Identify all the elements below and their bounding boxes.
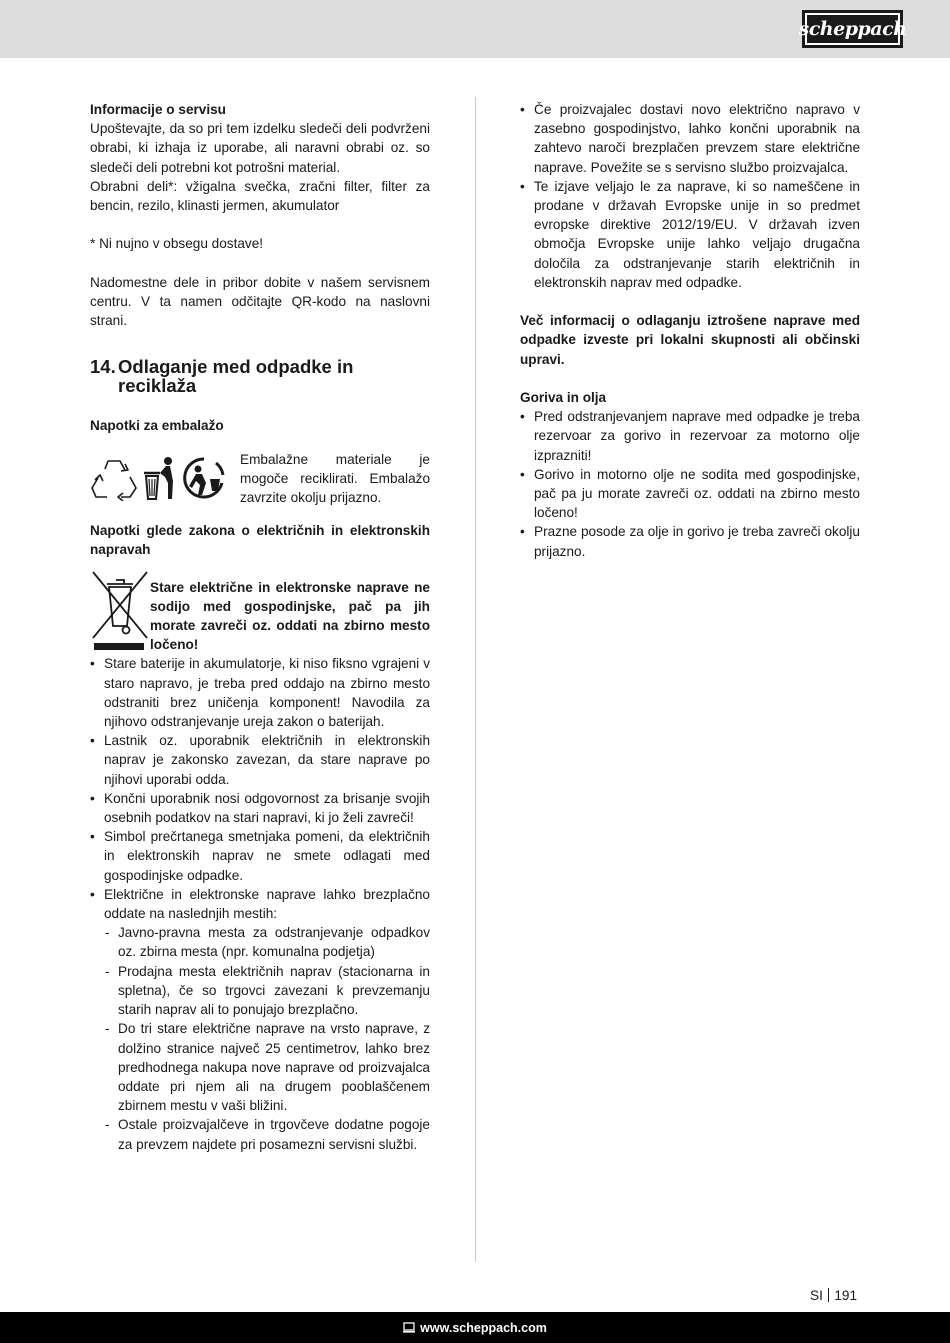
section-title: Odlaganje med odpadke in reciklaža: [118, 356, 354, 397]
list-item: • Simbol prečrtanega smetnjaka pomeni, da električnih in elektronskih naprav ne smete odlagati med gospodinjske odpadke.: [90, 827, 430, 885]
website-link[interactable]: www.scheppach.com: [420, 1320, 547, 1335]
page-number: [810, 1287, 857, 1305]
packaging-icons: [90, 450, 240, 507]
weee-bullet-list: [90, 654, 430, 1153]
list-item-text: Električne in elektronske naprave lahko brezplačno oddate na naslednjih mestih:: [104, 886, 430, 922]
language-code: SI: [810, 1288, 823, 1303]
sub-list-item: - Ostale proizvajalčeve in trgovčeve dodatne pogoje za prevzem najdete pri posamezni servisni službi.: [104, 1115, 430, 1153]
list-item: • Če proizvajalec dostavi novo električno napravo v zasebno gospodinjstvo, lahko končni uporabnik na zahtevo naroči brezplačen prevzem stare električne naprave. Povežite se s servisno službo proizvajalca.: [520, 100, 860, 177]
recycle-icon: [90, 455, 138, 501]
section-number: 14.: [90, 356, 116, 378]
sub-list-item: - Javno-pravna mesta za odstranjevanje odpadkov oz. zbirna mesta (npr. komunalna podjetja): [104, 923, 430, 961]
not-included-note: * Ni nujno v obsegu dostave!: [90, 236, 264, 252]
service-heading: Informacije o servisu: [90, 102, 226, 117]
list-item: • Končni uporabnik nosi odgovornost za brisanje svojih osebnih podatkov na stari napravi, ki jo želi zavreči!: [90, 789, 430, 827]
list-item: [90, 885, 430, 1154]
footer-bar: [0, 1312, 950, 1343]
fuels-heading: Goriva in olja: [520, 390, 607, 406]
page-number-value: 191: [834, 1288, 858, 1303]
page-separator: [828, 1288, 830, 1302]
crossed-bin-icon: [90, 570, 150, 650]
sub-list-item: - Prodajna mesta električnih naprav (stacionarna in spletna), če so trgovci zavezani k prevzemanju starih naprav ali to ponujajo brezplačno.: [104, 962, 430, 1020]
column-divider: [475, 97, 476, 1262]
left-column: [90, 100, 430, 1154]
list-item: • Lastnik oz. uporabnik električnih in elektronskih naprav je zakonsko zavezan, da stare naprave po njihovi uporabi odda.: [90, 731, 430, 789]
fuels-bullet-list: [520, 407, 860, 561]
scheppach-logo: scheppach: [802, 10, 903, 48]
bin-person-icon: [142, 455, 176, 501]
spare-parts-text: Nadomestne dele in pribor dobite v našem servisnem centru. V ta namen odčitajte QR-kodo na naslovni strani.: [90, 274, 430, 329]
list-item: • Gorivo in motorno olje ne sodita med gospodinjske, pač pa ju morate zavreči oz. oddati na zbirno mesto ločeno!: [520, 465, 860, 523]
list-item: • Stare baterije in akumulatorje, ki niso fiksno vgrajeni v staro napravo, je treba pred oddajo na zbirno mesto odstraniti brez uničenja komponent! Navodila za njihovo odstranjevanje ureja zakon o baterijah.: [90, 654, 430, 731]
tidyman-icon: [180, 455, 228, 501]
packaging-block: [90, 450, 430, 508]
list-item: • Pred odstranjevanjem naprave med odpadke je treba rezervoar za gorivo in rezervoar za motorno olje izprazniti!: [520, 407, 860, 465]
wear-parts-text: Obrabni deli*: vžigalna svečka, zračni filter, filter za bencin, rezilo, klinasti jermen, akumulator: [90, 178, 430, 214]
packaging-heading: Napotki za embalažo: [90, 418, 224, 434]
sub-list-item: - Do tri stare električne naprave na vrsto naprave, z dolžino stranice največ 25 centimetrov, lahko brez predhodnega nakupa nove naprave od proizvajalca oddate pri njem ali na drugem pooblaščenem zbirnem mestu v vaši bližini.: [104, 1019, 430, 1115]
right-bullet-list: [520, 100, 860, 292]
service-text: Upoštevajte, da so pri tem izdelku sledeči deli podvrženi obrabi, ki izhaja iz uporabe, ali naravni obrabi oz. so sledeči deli potrebni kot potrošni material.: [90, 121, 430, 175]
list-item: • Te izjave veljajo le za naprave, ki so nameščene in prodane v državah Evropske unije in so predmet evropske direktive 2012/19/EU. V državah izven območja Evropske unije lahko veljajo drugačna določila za odstranjevanje starih električnih in elektronskih naprav med odpadke.: [520, 177, 860, 292]
list-item: • Prazne posode za olje in gorivo je treba zavreči okolju prijazno.: [520, 522, 860, 560]
weee-heading: Napotki glede zakona o električnih in elektronskih napravah: [90, 523, 430, 558]
weee-warning: Stare električne in elektronske naprave ne sodijo med gospodinjske, pač pa jih morate zavreči oz. oddati na zbirno mesto ločeno!: [150, 579, 430, 653]
monitor-icon: [403, 1322, 415, 1333]
packaging-text: Embalažne materiale je mogoče reciklirati. Embalažo zavrzite okolju prijazno.: [240, 451, 430, 506]
right-column: [520, 100, 860, 561]
collection-points-list: [104, 923, 430, 1153]
weee-block: [90, 570, 430, 655]
section-heading: [90, 357, 430, 395]
header-bar: [0, 0, 950, 58]
more-info-text: Več informacij o odlaganju iztrošene naprave med odpadke izveste pri lokalni skupnosti ali občinski upravi.: [520, 313, 860, 367]
